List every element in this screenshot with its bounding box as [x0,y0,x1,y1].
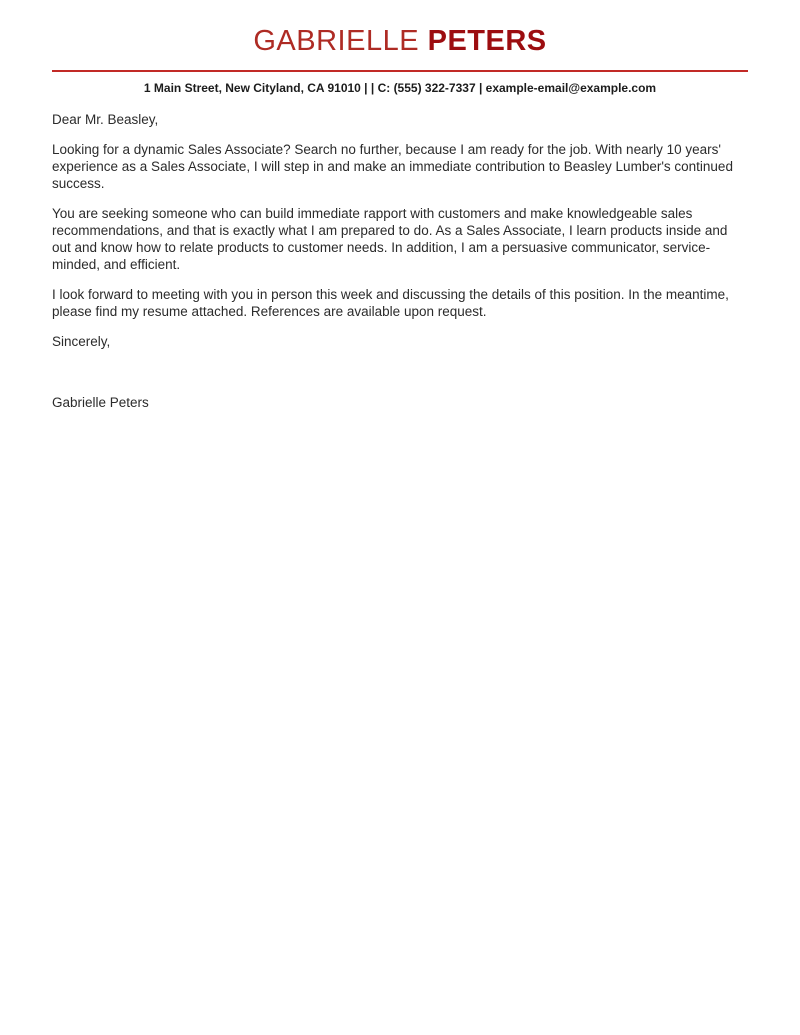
closing-line: Sincerely, [52,334,111,349]
letter-body [52,111,748,411]
candidate-name-heading [0,24,800,58]
letterhead [0,0,800,95]
letter-paragraph: I look forward to meeting with you in person this week and discussing the details of this position. In the meantime, please find my resume attached. References are available upon request. [52,287,729,319]
header-divider-rule [52,70,748,72]
letter-paragraph: Looking for a dynamic Sales Associate? Search no further, because I am ready for the job. With nearly 10 years' experience as a Sales Associate, I will step in and make an immediate contribution to Beasley Lumber's continued success. [52,142,733,191]
signature-name: Gabrielle Peters [52,395,149,410]
letter-paragraph: You are seeking someone who can build immediate rapport with customers and make knowledgeable sales recommendations, and that is exactly what I am prepared to do. As a Sales Associate, I learn products inside and out and know how to relate products to customer needs. In addition, I am a persuasive communicator, service-minded, and efficient. [52,206,728,272]
candidate-first-name: GABRIELLE [253,25,420,57]
salutation: Dear Mr. Beasley, [52,112,159,127]
contact-info-line: 1 Main Street, New Cityland, CA 91010 | | C: (555) 322-7337 | example-email@example.com [143,81,657,95]
candidate-last-name: PETERS [427,25,547,57]
